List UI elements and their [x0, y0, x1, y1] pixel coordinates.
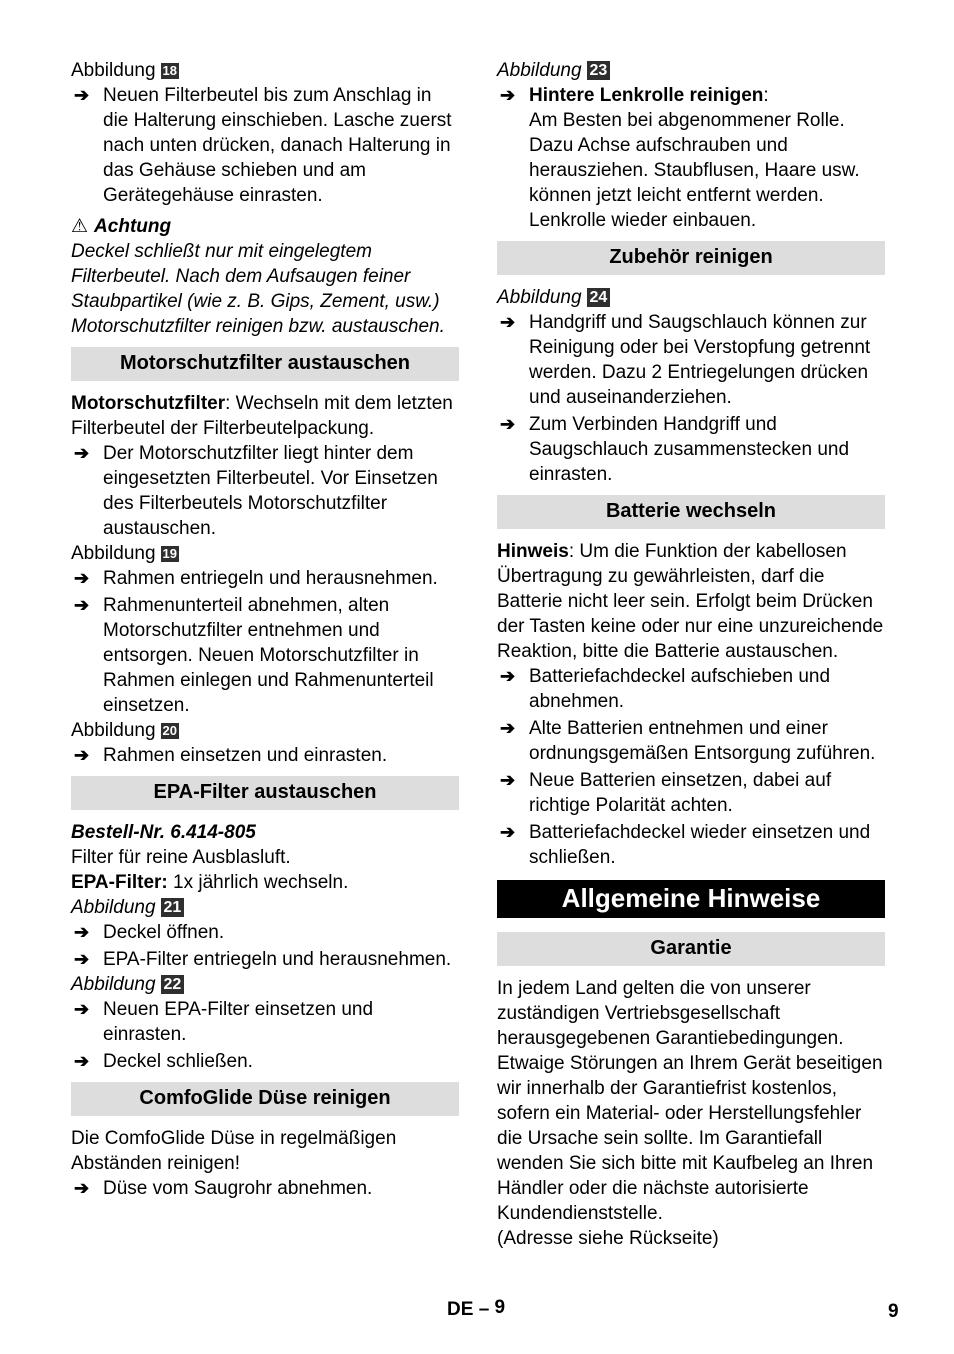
section-heading-epa-filter: EPA-Filter austauschen [71, 776, 459, 810]
arrow-icon: ➔ [500, 822, 516, 842]
arrow-icon: ➔ [500, 718, 516, 738]
garantie-address: (Adresse siehe Rückseite) [497, 1228, 719, 1249]
figure-ref: Abbildung 24 [497, 285, 885, 310]
arrow-icon: ➔ [500, 770, 516, 790]
step-item: ➔ Alte Batterien entnehmen und einer ordnungsgemäßen Entsorgung zuführen. [500, 718, 876, 764]
footer-page-label: DE – 9 [447, 1297, 506, 1320]
step-item: ➔ Rahmen entriegeln und herausnehmen. [74, 568, 438, 589]
figure-ref: Abbildung 20 [71, 720, 177, 741]
step-item: ➔ Rahmenunterteil abnehmen, alten Motorschutzfilter entnehmen und entsorgen. Neuen Motorschutzfilter in Rahmen einlegen und Rahmenunterteil einsetzen. [74, 595, 434, 716]
step-item: ➔ Batteriefachdeckel aufschieben und abnehmen. [500, 666, 831, 712]
step-item: ➔ Neue Batterien einsetzen, dabei auf richtige Polarität achten. [500, 770, 832, 816]
footer-page-number: 9 [888, 1301, 899, 1322]
step-item: ➔ EPA-Filter entriegeln und herausnehmen. [74, 949, 452, 970]
arrow-icon: ➔ [74, 1178, 90, 1198]
step-item: ➔ Neuen EPA-Filter einsetzen und einrasten. [74, 999, 374, 1045]
section-heading-batterie: Batterie wechseln [497, 495, 885, 529]
arrow-icon: ➔ [500, 312, 516, 332]
arrow-icon: ➔ [74, 949, 90, 969]
figure-ref: Abbildung 19 [71, 543, 177, 564]
step-item: ➔ Neuen Filterbeutel bis zum Anschlag in die Halterung einschieben. Lasche zuerst nach unten drücken, danach Halterung in das Gehäuse schieben und am Gerätegehäuse einrasten. [74, 85, 452, 206]
epa-description: Filter für reine Ausblasluft. [71, 847, 291, 868]
arrow-icon: ➔ [74, 443, 90, 463]
left-column [71, 58, 459, 1201]
warning-text: Deckel schließt nur mit eingelegtem Filterbeutel. Nach dem Aufsaugen feiner Staubpartikel (wie z. B. Gips, Zement, usw.) Motorschutzfilter reinigen bzw. austauschen. [71, 241, 445, 337]
step-item: ➔ Batteriefachdeckel wieder einsetzen und schließen. [500, 822, 871, 868]
step-item: ➔ Zum Verbinden Handgriff und Saugschlauch zusammenstecken und einrasten. [500, 414, 850, 485]
motor-intro: Motorschutzfilter: Wechseln mit dem letzten Filterbeutel der Filterbeutelpackung. [71, 393, 453, 439]
epa-change-interval: EPA-Filter: 1x jährlich wechseln. [71, 872, 349, 893]
section-heading-motorschutzfilter: Motorschutzfilter austauschen [71, 347, 459, 381]
step-item: ➔ Der Motorschutzfilter liegt hinter dem eingesetzten Filterbeutel. Vor Einsetzen des Filterbeutels Motorschutzfilter austauschen. [74, 443, 438, 539]
arrow-icon: ➔ [74, 568, 90, 588]
garantie-text: In jedem Land gelten die von unserer zuständigen Vertriebsgesellschaft herausgegebenen Garantiebedingungen. Etwaige Störungen an Ihrem Gerät beseitigen wir innerhalb der Garantiefrist kostenlos, sofern ein Material- oder Herstellungsfehler die Ursache sein sollte. Im Garantiefall wenden Sie sich bitte mit Kaufbeleg an Ihren Händler oder die nächste autorisierte Kundendienststelle. [497, 978, 883, 1224]
batterie-hint: Hinweis: Um die Funktion der kabellosen Übertragung zu gewährleisten, darf die Batterie nicht leer sein. Erfolgt beim Drücken der Tasten keine oder nur eine unzureichende Reaktion, bitte die Batterie austauschen. [497, 541, 884, 662]
arrow-icon: ➔ [500, 85, 516, 105]
arrow-icon: ➔ [74, 999, 90, 1019]
step-item: ➔ Hintere Lenkrolle reinigen: [500, 85, 769, 106]
step-item: ➔ Deckel schließen. [74, 1051, 253, 1072]
section-heading-comfoglide: ComfoGlide Düse reinigen [71, 1082, 459, 1116]
step-item: ➔ Düse vom Saugrohr abnehmen. [74, 1178, 373, 1199]
arrow-icon: ➔ [74, 85, 90, 105]
comfo-intro: Die ComfoGlide Düse in regelmäßigen Abständen reinigen! [71, 1128, 397, 1174]
lenkrolle-text: Am Besten bei abgenommener Rolle. Dazu Achse aufschrauben und herausziehen. Staubflusen, Haare usw. können jetzt leicht entfernt werden. Lenkrolle wieder einbauen. [529, 110, 860, 231]
figure-ref: Abbildung 18 [71, 60, 177, 81]
section-heading-garantie: Garantie [497, 932, 885, 966]
step-item: ➔ Deckel öffnen. [74, 922, 225, 943]
figure-ref: Abbildung 22 [71, 972, 459, 997]
figure-ref: Abbildung 23 [497, 58, 885, 83]
chapter-heading-allgemeine-hinweise: Allgemeine Hinweise [497, 880, 885, 918]
arrow-icon: ➔ [500, 414, 516, 434]
section-heading-zubehoer: Zubehör reinigen [497, 241, 885, 275]
right-column [497, 58, 885, 1251]
arrow-icon: ➔ [74, 595, 90, 615]
step-item: ➔ Handgriff und Saugschlauch können zur Reinigung oder bei Verstopfung getrennt werden. Dazu 2 Entriegelungen drücken und auseinanderziehen. [500, 312, 871, 408]
arrow-icon: ➔ [500, 666, 516, 686]
arrow-icon: ➔ [74, 922, 90, 942]
figure-ref: Abbildung 21 [71, 895, 459, 920]
warning-icon: ⚠ [71, 216, 89, 237]
arrow-icon: ➔ [74, 1051, 90, 1071]
order-number: Bestell-Nr. 6.414-805 [71, 822, 256, 843]
arrow-icon: ➔ [74, 745, 90, 765]
warning-title: ⚠ Achtung [71, 216, 172, 237]
step-item: ➔ Rahmen einsetzen und einrasten. [74, 745, 388, 766]
